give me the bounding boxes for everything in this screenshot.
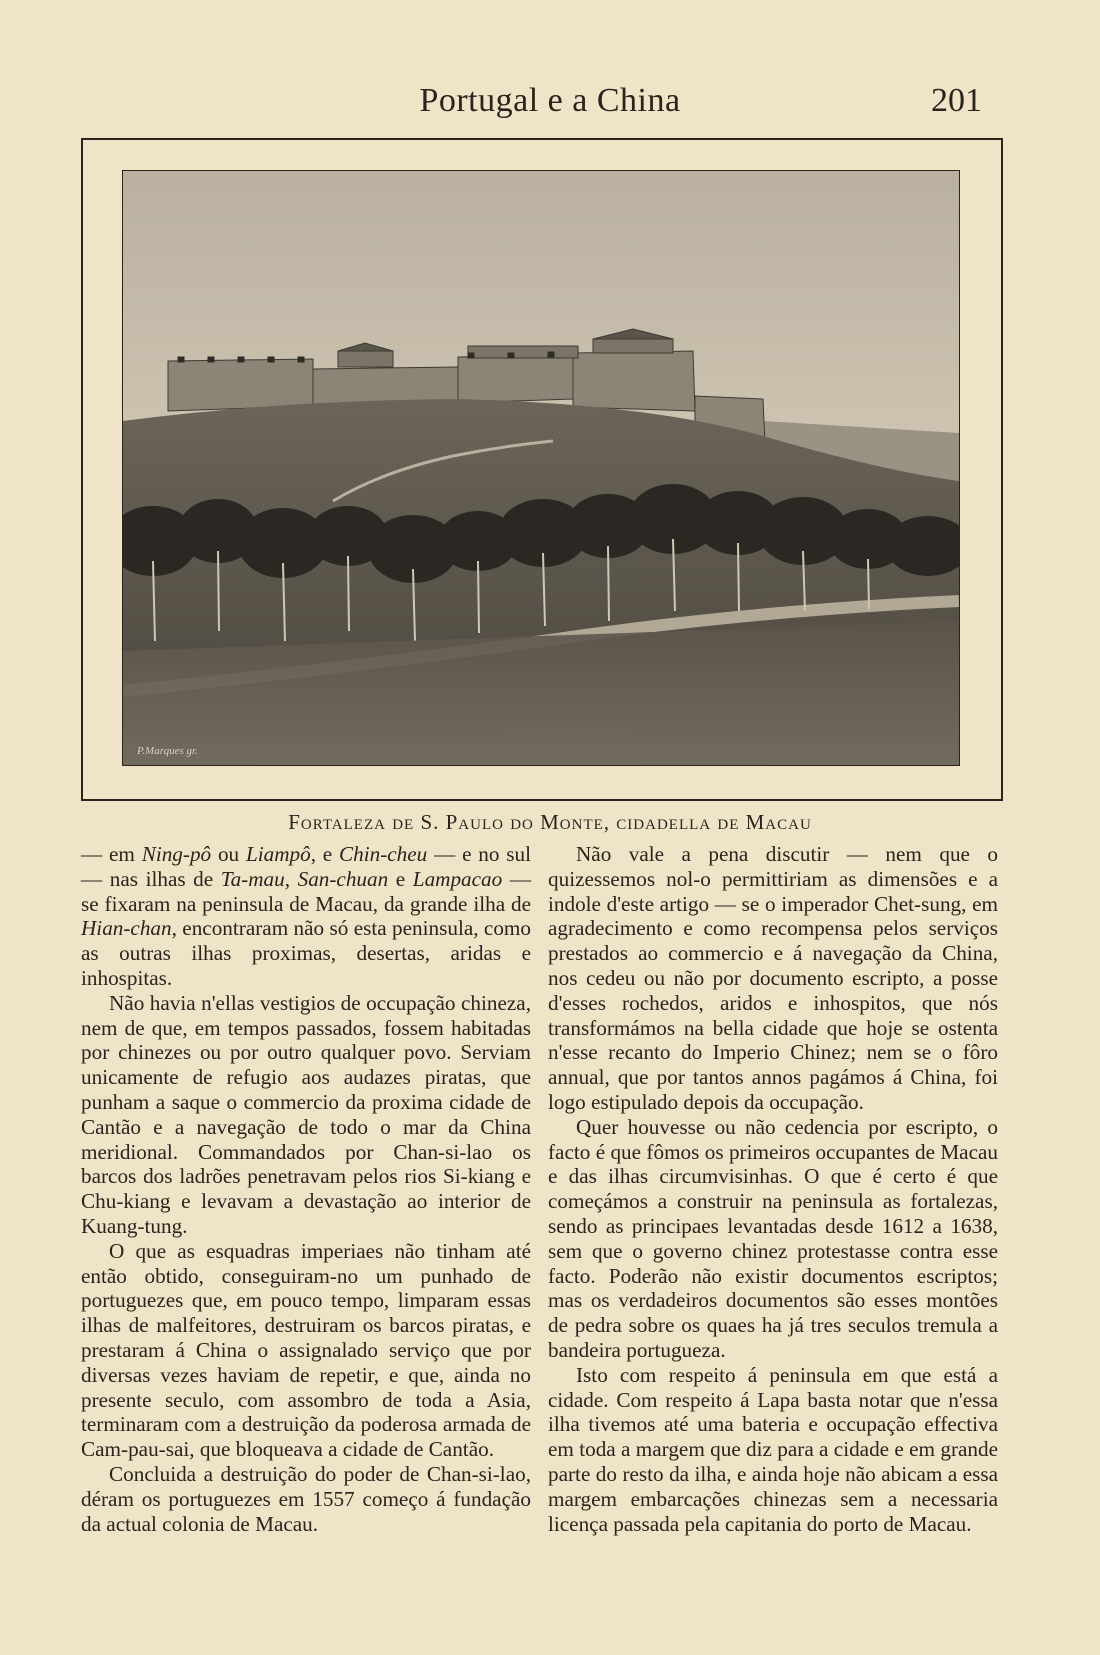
- text-run: e: [388, 866, 413, 891]
- right-column: [548, 842, 998, 1536]
- text-run: — em: [81, 842, 142, 866]
- place-name: San-chuan: [297, 866, 389, 891]
- text-run: , e: [310, 842, 340, 866]
- engraving-illustration: [123, 171, 959, 765]
- engraver-signature: P.Marques gr.: [137, 745, 198, 757]
- running-title: Portugal e a China: [419, 82, 681, 119]
- text-run: — e no sul — nas ilhas de: [81, 842, 531, 891]
- text-run: ou: [211, 842, 246, 866]
- place-name: Liampô: [245, 842, 311, 866]
- page-number: 201: [931, 82, 982, 119]
- place-name: Hian-chan: [81, 916, 172, 941]
- paragraph: Concluida a destruição do poder de Chan-si-lao, déram os portuguezes em 1557 começo á fundação da actual colonia de Macau.: [81, 1461, 531, 1536]
- place-name: Ta-mau: [220, 866, 285, 891]
- figure-caption: Fortaleza de S. Paulo do Monte, cidadella de Macau: [288, 810, 812, 834]
- left-column: [81, 842, 531, 1536]
- paragraph: Isto com respeito á peninsula em que está a cidade. Com respeito á Lapa basta notar que n'essa ilha tivemos até uma bateria e occupação effectiva em toda a margem que diz para a cidade e em grande parte do resto da ilha, e ainda hoje não abicam a essa margem embarcações chinezas sem a necessaria licença passada pela capitania do porto de Macau.: [548, 1362, 998, 1536]
- paragraph: Não vale a pena discutir — nem que o quizessemos nol-o permittiriam as dimensões e a indole d'este artigo — se o imperador Chet-sung, em agradecimento e como recompensa pelos serviços prestados ao commercio e á navegação da China, nos cedeu ou não por documento escripto, a posse d'esses rochedos, aridos e inhospitos, que nós transformámos na bella cidade que hoje se ostenta n'esse recanto do Imperio Chinez; nem se o fôro annual, que por tantos annos pagámos á China, foi logo estipulado depois da occupação.: [548, 842, 998, 1114]
- place-name: Lampacao: [412, 866, 503, 891]
- paragraph: Quer houvesse ou não cedencia por escripto, o facto é que fômos os primeiros occupantes de Macau e das ilhas circumvisinhas. O que é certo é que começámos a construir na peninsula as fortalezas, sendo as principaes levantadas desde 1612 a 1638, sem que o governo chinez protestasse contra esse facto. Poderão não existir documentos escriptos; mas os verdadeiros documentos são esses montões de pedra sobre os quaes ha já tres seculos tremula a bandeira portugueza.: [548, 1114, 998, 1362]
- fortress-engraving: [122, 170, 960, 766]
- paragraph: [81, 842, 531, 991]
- text-run: — se fixaram na peninsula de Macau, da grande ilha de: [81, 866, 532, 916]
- text-run: ,: [284, 866, 298, 891]
- place-name: Ning-pô: [141, 842, 212, 866]
- text-run: , encontraram não só esta peninsula, como as outras ilhas proximas, desertas, aridas e inhospitas.: [81, 916, 531, 990]
- paragraph: O que as esquadras imperiaes não tinham até então obtido, conseguiram-no um punhado de portuguezes que, em pouco tempo, limparam essas ilhas de malfeitores, destruiram os barcos piratas, e prestaram á China o assignalado serviço que por diversas vezes haviam de repetir, e que, ainda no presente seculo, com assombro de toda a Asia, terminaram com a destruição da poderosa armada de Cam-pau-sai, que bloqueava a cidade de Cantão.: [81, 1238, 531, 1462]
- paragraph: Não havia n'ellas vestigios de occupação chineza, nem de que, em tempos passados, fossem habitadas por chinezes ou por outro qualquer povo. Serviam unicamente de refugio aos audazes piratas, que punham a saque o commercio da proxima cidade de Cantão e a navegação de todo o mar da China meridional. Commandados por Chan-si-lao os barcos dos ladrões penetravam pelos rios Si-kiang e Chu-kiang e levavam a devastação ao interior de Kuang-tung.: [81, 990, 531, 1238]
- place-name: Chin-cheu: [339, 842, 428, 866]
